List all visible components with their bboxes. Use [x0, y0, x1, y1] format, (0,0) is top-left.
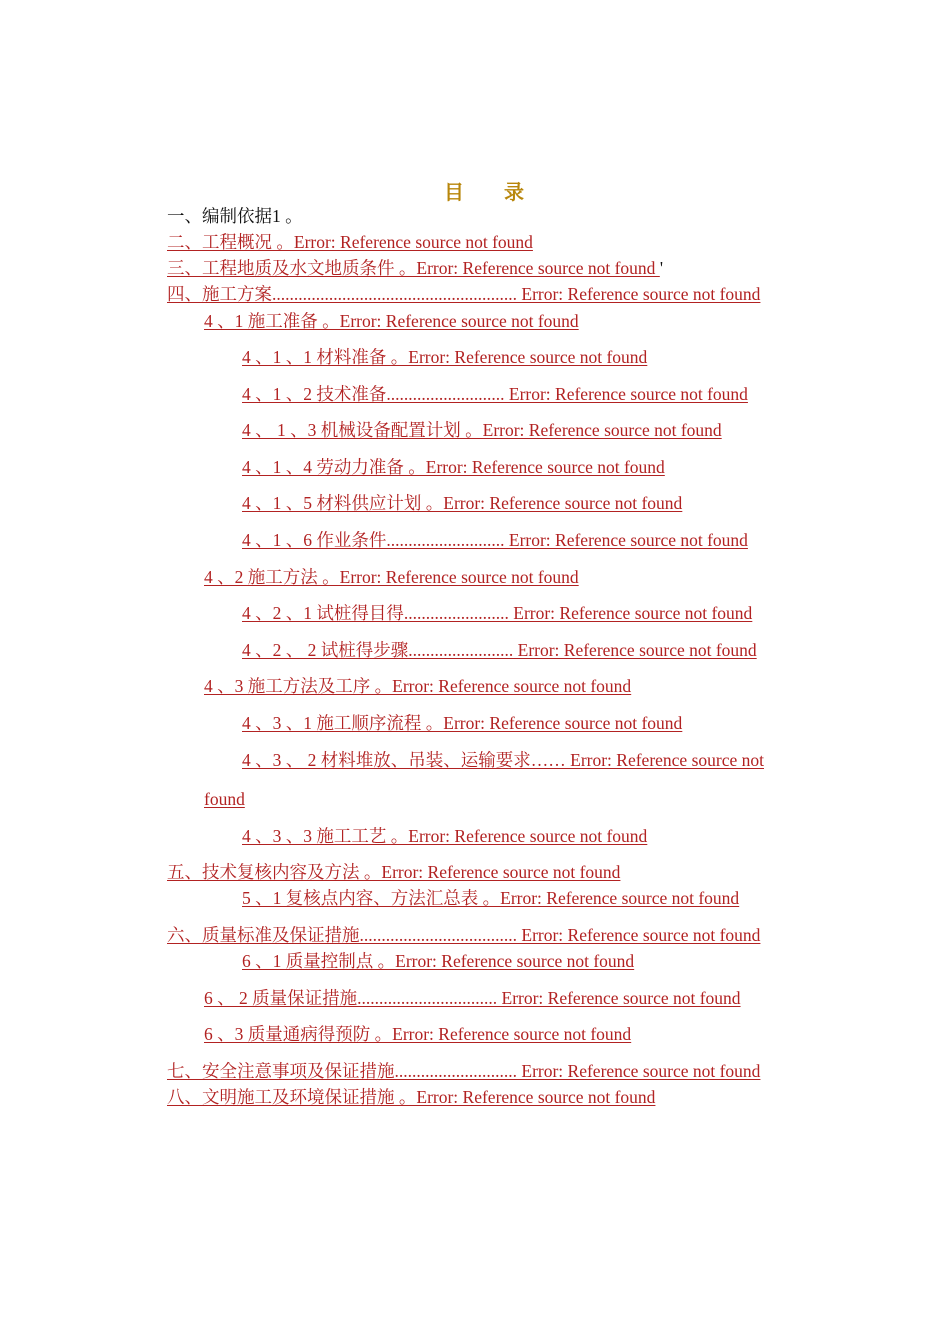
toc-entry-8[interactable] [167, 1086, 655, 1108]
toc-entry-4-1-3[interactable] [242, 419, 722, 441]
toc-link[interactable]: 三、工程地质及水文地质条件 。Error: Reference source not found [167, 258, 660, 278]
toc-link[interactable]: 4 、1 、4 劳动力准备 。Error: Reference source not found [242, 457, 665, 477]
toc-entry-4-2-2[interactable] [242, 639, 757, 661]
toc-link[interactable]: 4 、 1 、3 机械设备配置计划 。Error: Reference source not found [242, 420, 722, 440]
toc-link[interactable]: 八、文明施工及环境保证措施 。Error: Reference source not found [167, 1087, 656, 1107]
toc-link[interactable]: 4 、3 施工方法及工序 。Error: Reference source not found [204, 676, 632, 696]
toc-entry-2[interactable] [167, 231, 533, 253]
toc-link[interactable]: 5 、1 复核点内容、方法汇总表 。Error: Reference source not found [242, 888, 740, 908]
toc-entry-6-2[interactable] [204, 987, 741, 1009]
toc-link[interactable]: 二、工程概况 。Error: Reference source not found [167, 232, 533, 252]
toc-title: 目录 [444, 182, 564, 204]
toc-entry-4-1-4[interactable] [242, 456, 665, 478]
toc-entry-4-1-6[interactable] [242, 529, 748, 551]
toc-link[interactable]: found [204, 789, 245, 809]
toc-entry-4-2-1[interactable] [242, 602, 752, 624]
toc-entry-6-1[interactable] [242, 950, 634, 972]
toc-link[interactable]: 4 、1 施工准备 。Error: Reference source not found [204, 311, 579, 331]
toc-entry-6-3[interactable] [204, 1023, 631, 1045]
toc-entry-3[interactable] [167, 257, 663, 279]
toc-link[interactable]: 4 、1 、6 作业条件........................... Error: Reference source not found [242, 530, 748, 550]
toc-link[interactable]: 4 、1 、2 技术准备........................... Error: Reference source not found [242, 384, 748, 404]
toc-link[interactable]: 4 、3 、3 施工工艺 。Error: Reference source not found [242, 826, 648, 846]
toc-link[interactable]: 六、质量标准及保证措施.................................... Error: Reference source not found [167, 925, 761, 945]
toc-link[interactable]: 6 、3 质量通病得预防 。Error: Reference source not found [204, 1024, 632, 1044]
toc-link[interactable]: 4 、3 、1 施工顺序流程 。Error: Reference source not found [242, 713, 683, 733]
toc-entry-4-1-2[interactable] [242, 383, 748, 405]
toc-entry-tail: ' [659, 258, 663, 278]
toc-link[interactable]: 四、施工方案........................................................ Error: Reference source not found [167, 284, 761, 304]
toc-entry-5[interactable] [167, 861, 620, 883]
toc-entry-4-1-1[interactable] [242, 346, 647, 368]
toc-entry-4[interactable] [167, 283, 760, 305]
toc-entry-4-1[interactable] [204, 310, 579, 332]
toc-link[interactable]: 6 、1 质量控制点 。Error: Reference source not found [242, 951, 635, 971]
toc-entry-4-2[interactable] [204, 566, 579, 588]
toc-link[interactable]: 6 、 2 质量保证措施................................ Error: Reference source not found [204, 988, 741, 1008]
toc-entry-1 [167, 205, 303, 227]
toc-link[interactable]: 五、技术复核内容及方法 。Error: Reference source not found [167, 862, 621, 882]
toc-link[interactable]: 4 、1 、5 材料供应计划 。Error: Reference source not found [242, 493, 683, 513]
toc-entry-4-3-3[interactable] [242, 825, 647, 847]
toc-entry-4-3-2[interactable] [242, 749, 764, 771]
toc-entry-6[interactable] [167, 924, 760, 946]
toc-entry-4-3[interactable] [204, 675, 631, 697]
toc-entry-4-3-1[interactable] [242, 712, 682, 734]
toc-link[interactable]: 七、安全注意事项及保证措施............................ Error: Reference source not found [167, 1061, 761, 1081]
toc-entry-4-1-5[interactable] [242, 492, 682, 514]
toc-link[interactable]: 4 、2 施工方法 。Error: Reference source not found [204, 567, 579, 587]
toc-entry-5-1[interactable] [242, 887, 739, 909]
toc-entry-text: 一、编制依据1 。 [167, 206, 303, 226]
toc-link[interactable]: 4 、1 、1 材料准备 。Error: Reference source not found [242, 347, 648, 367]
toc-entry-7[interactable] [167, 1060, 760, 1082]
toc-link[interactable]: 4 、2 、1 试桩得目得........................ Error: Reference source not found [242, 603, 753, 623]
toc-link[interactable]: 4 、3 、 2 材料堆放、吊装、运输要求…… Error: Reference source not [242, 750, 764, 770]
toc-entry-4-3-2-continued[interactable] [204, 788, 245, 810]
toc-link[interactable]: 4 、2 、 2 试桩得步骤........................ Error: Reference source not found [242, 640, 757, 660]
